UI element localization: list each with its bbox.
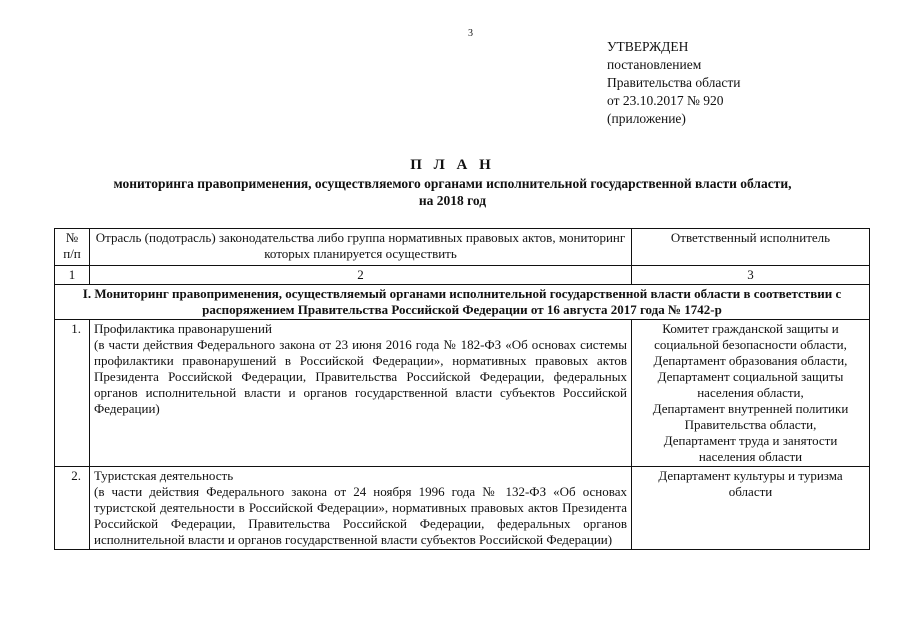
row-area-details: (в части действия Федерального закона от 23 июня 2016 года № 182-ФЗ «Об основах системы профилактики правонарушений в Российской Федерации», нормативных правовых актов Президента Российской Федерации, Правительства Российской Федерации, федеральных органов исполнительной власти и органов государственной власти субъектов Российской Федерации) [94, 337, 627, 416]
row-area-details: (в части действия Федерального закона от 24 ноября 1996 года № 132-ФЗ «Об основах туристской деятельности в Российской Федерации», нормативных правовых актов Президента Российской Федерации, Правительства Российской Федерации, федеральных органов исполнительной власти и органов государственной власти субъектов Российской Федерации) [94, 484, 627, 547]
document-title [0, 156, 905, 209]
approval-block [607, 38, 740, 128]
table-header-row [55, 229, 870, 266]
approval-line: от 23.10.2017 № 920 [607, 93, 724, 108]
row-executors [632, 467, 870, 550]
header-executor: Ответственный исполнитель [632, 229, 870, 266]
column-index-row [55, 266, 870, 285]
approval-line: УТВЕРЖДЕН [607, 39, 689, 54]
plan-table [54, 228, 870, 550]
row-area-title: Профилактика правонарушений [94, 321, 272, 336]
row-number: 2. [55, 467, 90, 550]
row-area-title: Туристская деятельность [94, 468, 234, 483]
row-number: 1. [55, 320, 90, 467]
executor-item: Департамент социальной защиты населения области, [657, 369, 844, 400]
table-row [55, 320, 870, 467]
executor-item: Комитет гражданской защиты и социальной безопасности области, [654, 321, 847, 352]
page-number: 3 [468, 28, 473, 39]
column-index: 1 [55, 266, 90, 285]
executor-item: Департамент культуры и туризма области [658, 468, 843, 499]
approval-line: постановлением [607, 57, 702, 72]
header-area: Отрасль (подотрасль) законодательства либо группа нормативных правовых актов, мониторинг которых планируется осуществить [90, 229, 632, 266]
row-area [90, 467, 632, 550]
row-executors [632, 320, 870, 467]
executor-item: Департамент труда и занятости населения области [663, 433, 838, 464]
approval-line: Правительства области [607, 75, 741, 90]
title-year: на 2018 год [418, 193, 487, 208]
executor-item: Департамент внутренней политики Правительства области, [652, 401, 849, 432]
row-area [90, 320, 632, 467]
header-num: № п/п [55, 229, 90, 266]
column-index: 2 [90, 266, 632, 285]
column-index: 3 [632, 266, 870, 285]
title-subject: мониторинга правоприменения, осуществляемого органами исполнительной государственной власти области, [113, 176, 792, 191]
executor-item: Департамент образования области, [653, 353, 848, 368]
table-row [55, 467, 870, 550]
section-row [55, 285, 870, 320]
section-heading: I. Мониторинг правоприменения, осуществляемый органами исполнительной государственной власти области в соответствии с распоряжением Правительства Российской Федерации от 16 августа 2017 года № 1742-р [55, 285, 870, 320]
title-plan: П Л А Н [410, 157, 495, 173]
approval-line: (приложение) [607, 111, 686, 126]
